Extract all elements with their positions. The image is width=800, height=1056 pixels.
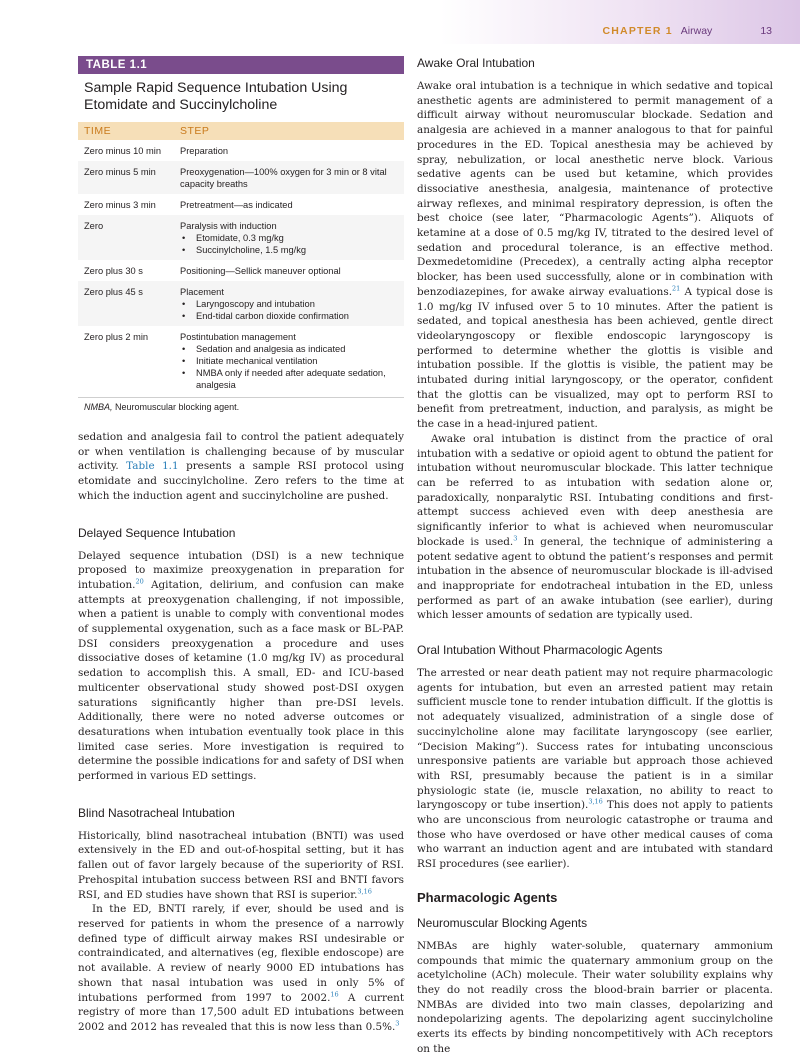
right-column [417, 56, 773, 1056]
table-row [78, 161, 404, 194]
text-span: This does not apply to patients who are unconscious from neurologic catastrophe or trauma and those who have overdosed or have other medical causes of coma who warrant an induction agent and are intubated with standard RSI procedures (see earlier). [417, 799, 773, 871]
step-text: Preparation [180, 146, 229, 156]
table-link[interactable]: Table 1.1 [126, 460, 179, 473]
table-row [78, 215, 404, 260]
step-text: Postintubation management [180, 332, 296, 342]
step-bullets [180, 343, 398, 391]
header-band [0, 0, 800, 44]
step-bullets [180, 298, 398, 322]
text-span: Historically, blind nasotracheal intubation (BNTI) was used extensively in the ED and out-of-hospital setting, but it has fallen out of favor largely because of the superiority of RSI. Prehospital intubation success between RSI and BNTI favors RSI, and ED studies have shown that RSI is superior. [78, 829, 404, 901]
text-span: sedation and analgesia fail to control the patient adequately or when ventilation is challenging because of by muscular activity. [78, 431, 404, 473]
step-text: Placement [180, 287, 224, 297]
time-cell: Zero minus 5 min [78, 161, 174, 194]
paragraph-bnti-2 [78, 902, 404, 1034]
ref-link[interactable]: 3,16 [588, 797, 603, 806]
step-bullets [180, 232, 398, 256]
step-bullet: • End-tidal carbon dioxide confirmation [196, 310, 398, 322]
step-text: Pretreatment—as indicated [180, 200, 293, 210]
chapter-label: CHAPTER 1 [602, 25, 673, 37]
footnote-text: Neuromuscular blocking agent. [112, 402, 240, 412]
text-span: A typical dose is 1.0 mg/kg IV infused over 5 to 10 minutes. After the patient is sedated, and topical anesthesia has been achieved, gentle direct videolaryngoscopy or flexible endoscopic laryngoscopy is performed to determine whether the glottis is visible and intubation possible. If the glottis is visible, the patient may be intubated during initial laryngoscopy, or the operator, confident that the glottis can be visualized, may opt to perform RSI to benefit from pretreatment, induction, and paralysis, as might be the case in a head-injured patient. [417, 285, 773, 431]
ref-link[interactable]: 20 [135, 577, 144, 586]
step-bullet: • NMBA only if needed after adequate sedation, analgesia [196, 367, 398, 391]
step-cell [174, 281, 404, 326]
left-column [78, 56, 404, 1035]
step-cell [174, 161, 404, 194]
rsi-table [78, 122, 404, 395]
step-text: Preoxygenation—100% oxygen for 3 min or 8 vital capacity breaths [180, 167, 387, 189]
table-row [78, 281, 404, 326]
time-cell: Zero plus 30 s [84, 266, 143, 276]
step-bullet: • Etomidate, 0.3 mg/kg [196, 232, 398, 244]
step-bullet: • Succinylcholine, 1.5 mg/kg [196, 244, 398, 256]
table-row [78, 140, 404, 161]
step-bullet: • Laryngoscopy and intubation [196, 298, 398, 310]
paragraph-dsi [78, 549, 404, 784]
running-head [602, 25, 772, 37]
paragraph-bnti-1 [78, 829, 404, 903]
time-cell: Zero [78, 215, 174, 260]
page-number: 13 [760, 25, 772, 37]
paragraph-oral-no-pharm [417, 666, 773, 872]
text-span: Delayed sequence intubation (DSI) is a new technique proposed to maximize preoxygenation in preparation for intubation. [78, 549, 404, 591]
time-cell: Zero minus 10 min [84, 146, 161, 156]
heading-awake-oral: Awake Oral Intubation [417, 56, 535, 70]
text-span: Awake oral intubation is a technique in which sedative and topical anesthetic agents are administered to permit management of a difficult airway without neuromuscular blockade. Sedation and analgesia are achieved in a manner analogous to that for painful procedures in the ED. Topical anesthesia may be achieved by spray, nebulization, or local anesthetic nerve block. Various sedative agents can be used but ketamine, which provides dissociative anesthesia, analgesia, maintenance of protective airway reflexes, and minimal respiratory depression, is often the best choice (see later, “Pharmacologic Agents”). Aliquots of ketamine at a dose of 0.5 mg/kg IV, titrated to the desired level of sedation and procedural tolerance, is an effective method. Dexmedetomidine (Precedex), a centrally acting alpha receptor blocker, has been used successfully, alone or in combination with benzodiazepines, for awake airway evaluations. [417, 80, 773, 298]
text-span: A current registry of more than 17,500 adult ED intubations between 2002 and 2012 has revealed that this is now less than 0.5%. [78, 991, 404, 1033]
paragraph-awake-1 [417, 79, 773, 432]
ref-link[interactable]: 3,16 [357, 887, 372, 896]
text-span: NMBAs are highly water-soluble, quaternary ammonium compounds that mimic the quaternary ammonium group on the acetylcholine (ACh) molecule. Their water solubility explains why they do not readily cross the blood-brain barrier or placenta. NMBAs are divided into two main classes, depolarizing and nondepolarizing agents. The depolarizing agent succinylcholine exerts its effects by binding noncompetitively with ACh receptors on the [417, 939, 773, 1055]
time-cell: Zero plus 45 s [78, 281, 174, 326]
text-span: presents a sample RSI protocol using etomidate and succinylcholine. Zero refers to the time at which the induction agent and succinylcholine are pushed. [78, 460, 404, 502]
heading-dsi: Delayed Sequence Intubation [78, 525, 236, 540]
table-row [78, 194, 404, 215]
text-span: Awake oral intubation is distinct from the practice of oral intubation with a sedative or opioid agent to obtund the patient for intubation without neuromuscular blockade. This latter technique can be referred to as intubation with sedation alone or, paradoxically, nonparalytic RSI. Intubating conditions and first-attempt success achieved even with deep anesthesia are significantly inferior to what is achieved when neuromuscular blockade is used. [417, 432, 773, 548]
text-span: In general, the technique of administering a potent sedative agent to obtund the patient’s responses and permit intubation in the absence of neuromuscular blockade is ill-advised and inappropriate for endotracheal intubation in the ED, unless performed as part of an awake intubation (see earlier), during which lesser amounts of sedation are typically used. [417, 535, 773, 622]
paragraph-awake-2 [417, 432, 773, 623]
text-span: In the ED, BNTI rarely, if ever, should be used and is reserved for patients in whom the presence of a narrowly defined type of difficult airway makes RSI undesirable or contraindicated, and alternatives (eg, flexible endoscope) are not available. A review of nearly 9000 ED intubations has shown that nasal intubation was used in only 5% of intubations performed from 1997 to 2002. [78, 903, 404, 1004]
chapter-name: Airway [680, 25, 713, 37]
heading-bnti: Blind Nasotracheal Intubation [78, 805, 235, 820]
heading-nmba: Neuromuscular Blocking Agents [417, 915, 588, 930]
text-span: The arrested or near death patient may not require pharmacologic agents for intubation, but even an arrested patient may retain sufficient muscle tone to render intubation difficult. If the glottis is not adequately visualized, administration of a single dose of succinylcholine alone may facilitate laryngoscopy (see earlier, “Decision Making”). Success rates for intubating unconscious unresponsive patients are variable but approach those achieved with RSI, presumably because the patient is in a similar physiologic state (ie, muscle relaxation, no ability to react to laryngoscopy or tube insertion). [417, 667, 773, 812]
step-cell [174, 326, 404, 395]
text-span: Agitation, delirium, and confusion can make attempts at preoxygenation challenging, if not impossible, when a patient is unable to comply with conventional modes of supplemental oxygenation, such as a face mask or BL-PAP. DSI considers preoxygenation a procedure and uses dissociative doses of ketamine (1.0 mg/kg IV) as procedural sedation to accomplish this. A small, ED- and ICU-based multicenter observational study showed post-DSI oxygen saturations significantly higher than pre-DSI levels. Additionally, there were no noted adverse outcomes or desaturations when intubation eventually took place in this limited case series. More investigation is required to determine the possible indications for and safety of DSI when performed in various ED settings. [78, 578, 404, 783]
table-row [78, 260, 404, 281]
step-bullet: • Sedation and analgesia as indicated [196, 343, 398, 355]
step-cell [174, 260, 404, 281]
ref-link[interactable]: 21 [672, 284, 681, 293]
step-text: Positioning—Sellick maneuver optional [180, 266, 341, 276]
heading-oral-no-pharm: Oral Intubation Without Pharmacologic Agents [417, 643, 663, 658]
heading-pharmacologic-agents: Pharmacologic Agents [417, 889, 558, 905]
ref-link[interactable]: 16 [330, 990, 339, 999]
footnote-abbr: NMBA, [84, 402, 113, 412]
table-row [78, 326, 404, 395]
col-step-header: STEP [174, 122, 404, 140]
col-time-header: TIME [78, 122, 174, 140]
step-cell [174, 140, 404, 161]
step-cell [174, 194, 404, 215]
table-title: Sample Rapid Sequence Intubation Using Etomidate and Succinylcholine [84, 80, 348, 113]
time-cell: Zero plus 2 min [84, 332, 149, 342]
step-text: Paralysis with induction [180, 221, 277, 231]
time-cell: Zero minus 3 min [84, 200, 156, 210]
step-bullet: • Initiate mechanical ventilation [196, 355, 398, 367]
paragraph-nmba [417, 939, 773, 1056]
table-footnote [78, 397, 404, 412]
table-header-row [78, 122, 404, 140]
paragraph-rsi-protocol [78, 430, 404, 504]
step-cell [174, 215, 404, 260]
ref-link[interactable]: 3 [513, 534, 518, 543]
ref-link[interactable]: 3 [395, 1019, 400, 1028]
table-label: TABLE 1.1 [78, 56, 404, 74]
